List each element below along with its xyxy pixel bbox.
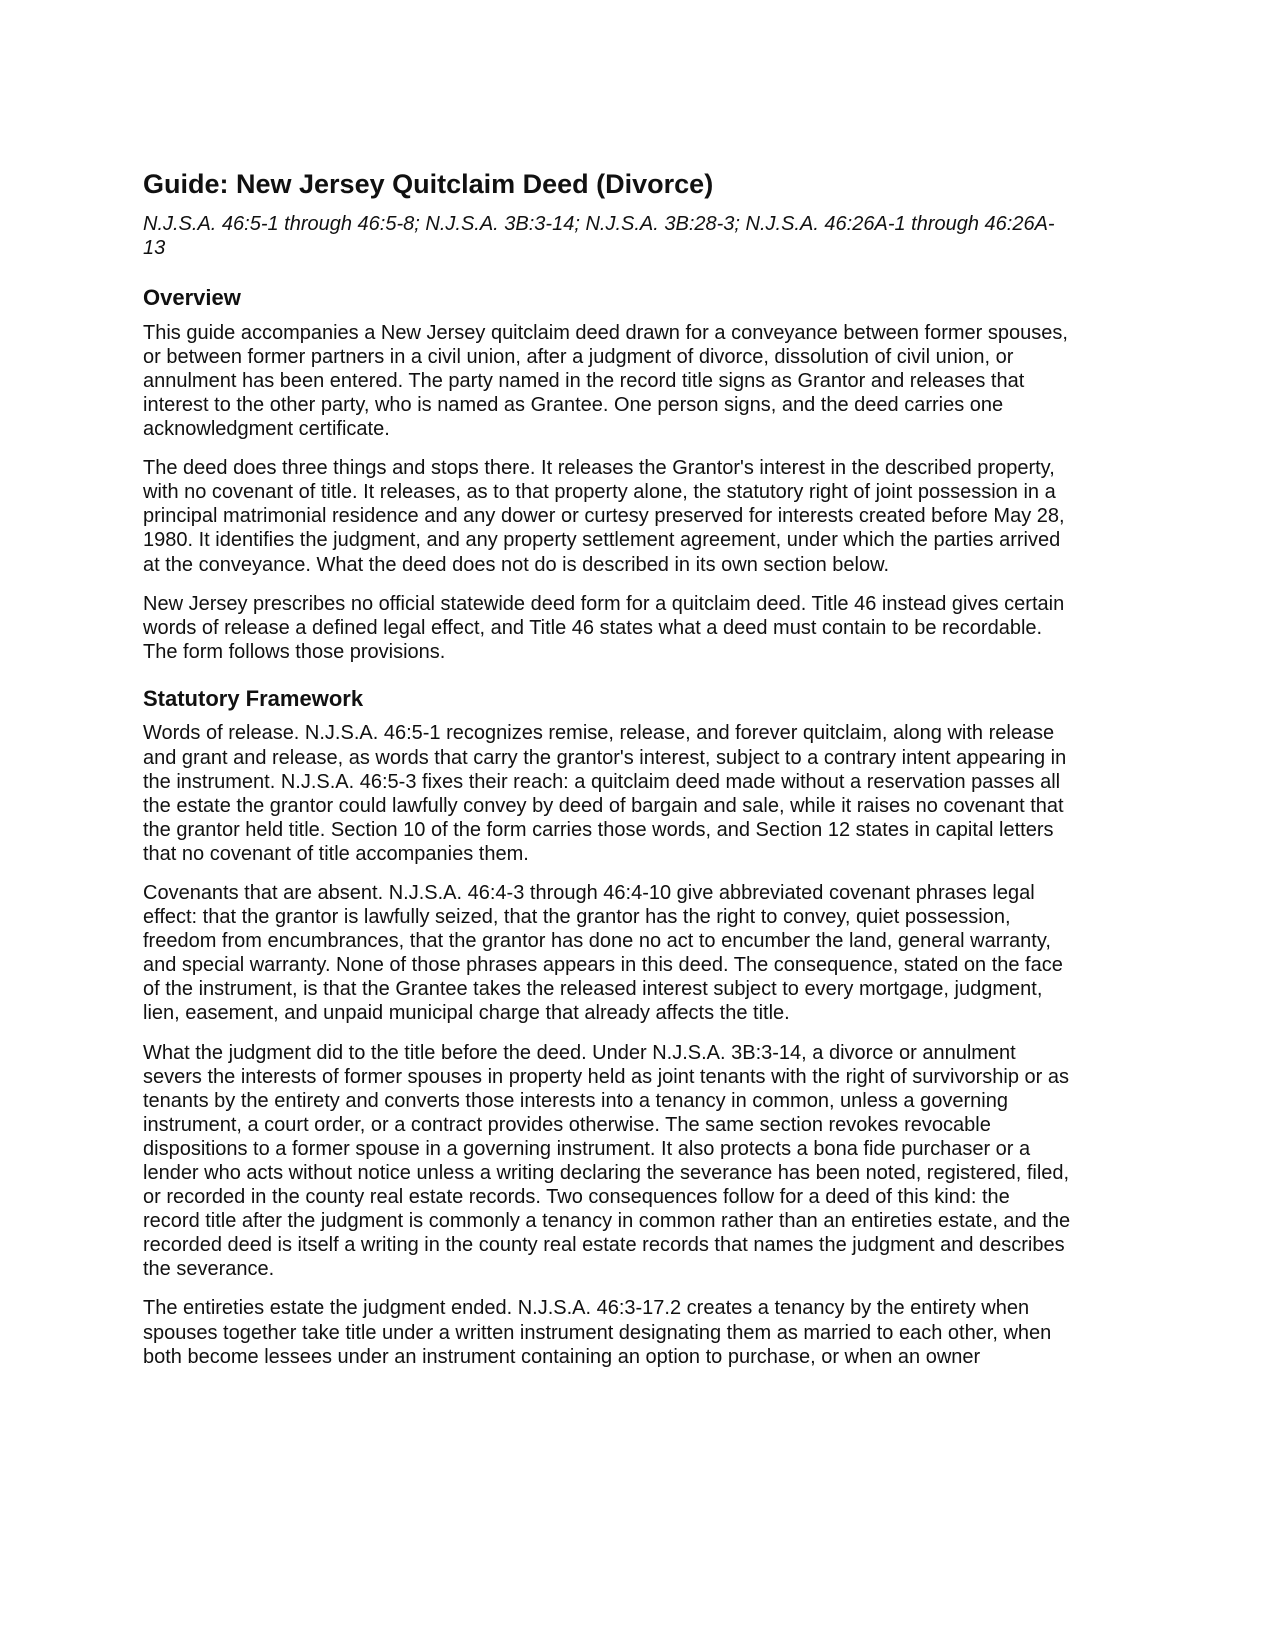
paragraph: Covenants that are absent. N.J.S.A. 46:4-3 through 46:4-10 give abbreviated covenant phrases legal effect: that the grantor is lawfully seized, that the grantor has the right to convey, quiet possession, freedom from encumbrances, that the grantor has done no act to encumber the land, general warranty, and special warranty. None of those phrases appears in this deed. The consequence, stated on the face of the instrument, is that the Grantee takes the released interest subject to every mortgage, judgment, lien, easement, and unpaid municipal charge that already affects the title. <box>143 881 1063 1025</box>
section-heading-statutory-framework: Statutory Framework <box>143 685 364 711</box>
paragraph: This guide accompanies a New Jersey quitclaim deed drawn for a conveyance between former spouses, or between former partners in a civil union, after a judgment of divorce, dissolution of civil union, or annulment has been entered. The party named in the record title signs as Grantor and releases that interest to the other party, who is named as Grantee. One person signs, and the deed carries one acknowledgment certificate. <box>143 321 1068 441</box>
paragraph: New Jersey prescribes no official statewide deed form for a quitclaim deed. Title 46 instead gives certain words of release a defined legal effect, and Title 46 states what a deed must contain to be recordable. The form follows those provisions. <box>143 592 1065 663</box>
paragraph: The entireties estate the judgment ended. N.J.S.A. 46:3-17.2 creates a tenancy by the entirety when spouses together take title under a written instrument designating them as married to each other, when both become lessees under an instrument containing an option to purchase, or when an owner <box>143 1297 1052 1368</box>
section-overview <box>143 284 1071 664</box>
document-title: Guide: New Jersey Quitclaim Deed (Divorce) <box>143 169 714 199</box>
paragraph: The deed does three things and stops there. It releases the Grantor's interest in the described property, with no covenant of title. It releases, as to that property alone, the statutory right of joint possession in a principal matrimonial residence and any dower or curtesy preserved for interests created before May 28, 1980. It identifies the judgment, and any property settlement agreement, under which the parties arrived at the conveyance. What the deed does not do is described in its own section below. <box>143 457 1065 576</box>
document-page <box>143 168 1071 1384</box>
section-heading-overview: Overview <box>143 285 241 311</box>
statutory-citation: N.J.S.A. 46:5-1 through 46:5-8; N.J.S.A. 3B:3-14; N.J.S.A. 3B:28-3; N.J.S.A. 46:26A-1 through 46:26A-13 <box>143 213 1055 260</box>
paragraph: Words of release. N.J.S.A. 46:5-1 recognizes remise, release, and forever quitclaim, along with release and grant and release, as words that carry the grantor's interest, subject to a contrary intent appearing in the instrument. N.J.S.A. 46:5-3 fixes their reach: a quitclaim deed made without a reservation passes all the estate the grantor could lawfully convey by deed of bargain and sale, while it raises no covenant that the grantor held title. Section 10 of the form carries those words, and Section 12 states in capital letters that no covenant of title accompanies them. <box>143 722 1067 865</box>
paragraph: What the judgment did to the title before the deed. Under N.J.S.A. 3B:3-14, a divorce or annulment severs the interests of former spouses in property held as joint tenants with the right of survivorship or as tenants by the entirety and converts those interests into a tenancy in common, unless a governing instrument, a court order, or a contract provides otherwise. The same section revokes revocable dispositions to a former spouse in a governing instrument. It also protects a bona fide purchaser or a lender who acts without notice unless a writing declaring the severance has been noted, registered, filed, or recorded in the county real estate records. Two consequences follow for a deed of this kind: the record title after the judgment is commonly a tenancy in common rather than an entireties estate, and the recorded deed is itself a writing in the county real estate records that names the judgment and describes the severance. <box>143 1041 1071 1281</box>
section-statutory-framework <box>143 685 1071 1369</box>
